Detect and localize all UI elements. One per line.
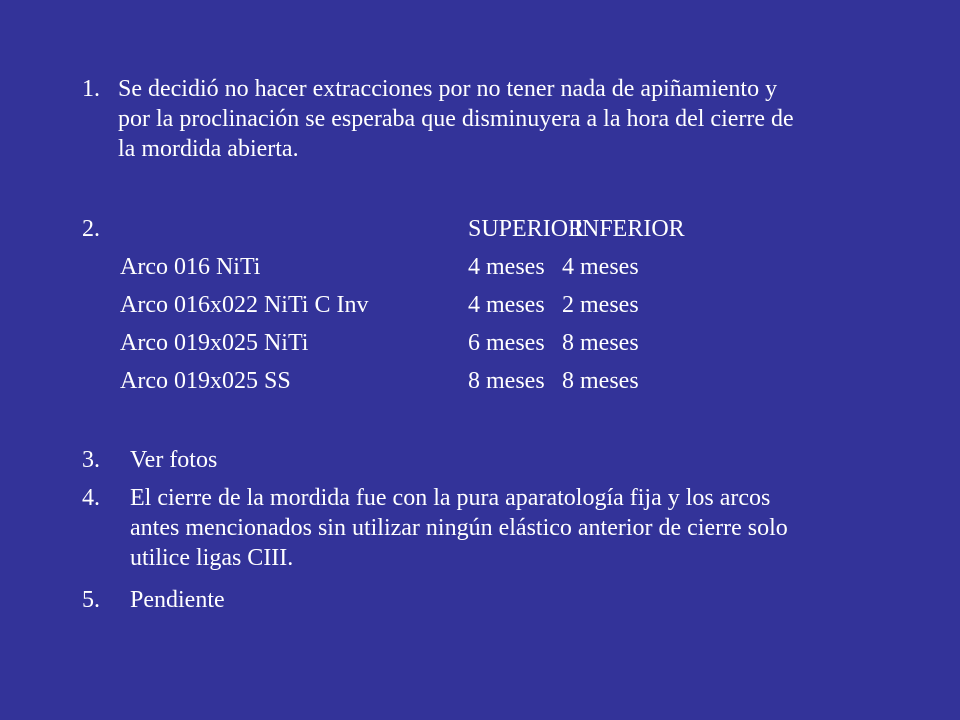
superior-value: 4 meses [468, 292, 545, 318]
text-line: por la proclinación se esperaba que disminuyera a la hora del cierre de [118, 106, 794, 132]
item-number: 1. [82, 76, 100, 102]
inferior-value: 8 meses [562, 368, 639, 394]
inferior-value: 4 meses [562, 254, 639, 280]
superior-value: 6 meses [468, 330, 545, 356]
list-item-3 [82, 445, 882, 475]
arch-label: Arco 019x025 SS [120, 368, 291, 394]
arch-label: Arco 016 NiTi [120, 254, 261, 280]
inferior-value: 8 meses [562, 330, 639, 356]
item-number: 5. [82, 587, 100, 613]
table-row [82, 290, 882, 320]
text-line: Pendiente [130, 587, 225, 613]
column-header-superior: SUPERIOR [468, 216, 585, 242]
table-row [82, 252, 882, 282]
superior-value: 4 meses [468, 254, 545, 280]
table-header-row [82, 214, 882, 244]
list-item-5 [82, 585, 882, 615]
text-line: la mordida abierta. [118, 136, 299, 162]
inferior-value: 2 meses [562, 292, 639, 318]
item-number: 2. [82, 216, 100, 242]
item-text [118, 74, 794, 164]
text-line: Se decidió no hacer extracciones por no tener nada de apiñamiento y [118, 76, 778, 102]
arch-label: Arco 019x025 NiTi [120, 330, 309, 356]
text-line: Ver fotos [130, 447, 218, 473]
table-row [82, 366, 882, 396]
list-item-1 [82, 74, 882, 170]
item-text [130, 483, 788, 573]
column-header-inferior: INFERIOR [574, 216, 685, 242]
superior-value: 8 meses [468, 368, 545, 394]
list-item-2 [82, 214, 882, 394]
table-row [82, 328, 882, 358]
text-line: antes mencionados sin utilizar ningún elástico anterior de cierre solo [130, 515, 788, 541]
list-item-4 [82, 483, 882, 573]
item-text [130, 445, 217, 475]
text-line: utilice ligas CIII. [130, 545, 294, 571]
item-number: 4. [82, 485, 100, 511]
arch-label: Arco 016x022 NiTi C Inv [120, 292, 369, 318]
text-line: El cierre de la mordida fue con la pura aparatología fija y los arcos [130, 485, 771, 511]
item-text [130, 585, 225, 615]
item-number: 3. [82, 447, 100, 473]
